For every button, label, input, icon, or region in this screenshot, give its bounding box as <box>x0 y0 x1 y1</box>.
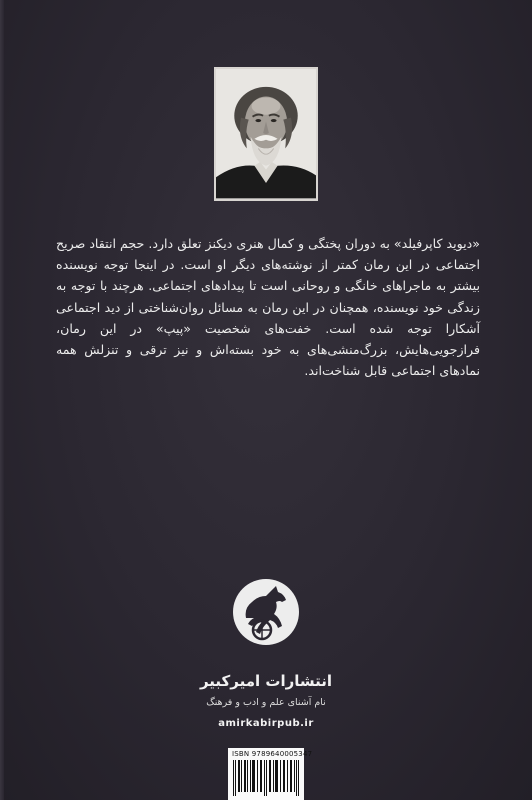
isbn-barcode <box>228 748 313 800</box>
author-portrait <box>214 67 318 201</box>
publisher-name: انتشارات امیرکبیر <box>199 672 333 690</box>
barcode-bars-icon <box>232 760 300 796</box>
book-description: «دیوید کاپرفیلد» به دوران پختگی و کمال هنری دیکنز تعلق دارد. حجم انتقاد صریح اجتماعی در این رمان کمتر از نوشته‌های دیگر او است. در اینجا توجه نویسنده بیشتر به ماجراهای خانگی و روحانی است تا پیدادهای اجتماعی. هرچند با توجه به زندگی خود نویسنده، همچنان در این رمان به مسائل روان‌شناختی از دید اجتماعی آشکارا توجه شده است. خفت‌های شخصیت «پیپ» در این رمان، فرازجویی‌هایش، بزرگ‌منشی‌های به خود بسته‌اش و نیز ترقی و تنزلش همه نمادهای اجتماعی قابل شناخت‌اند. <box>56 236 480 379</box>
publisher-tagline: نام آشنای علم و ادب و فرهنگ <box>206 697 326 708</box>
publisher-website: amirkabirpub.ir <box>218 718 314 729</box>
publisher-logo-icon <box>232 578 300 646</box>
isbn-number: ISBN 9789640005347 <box>232 750 313 758</box>
